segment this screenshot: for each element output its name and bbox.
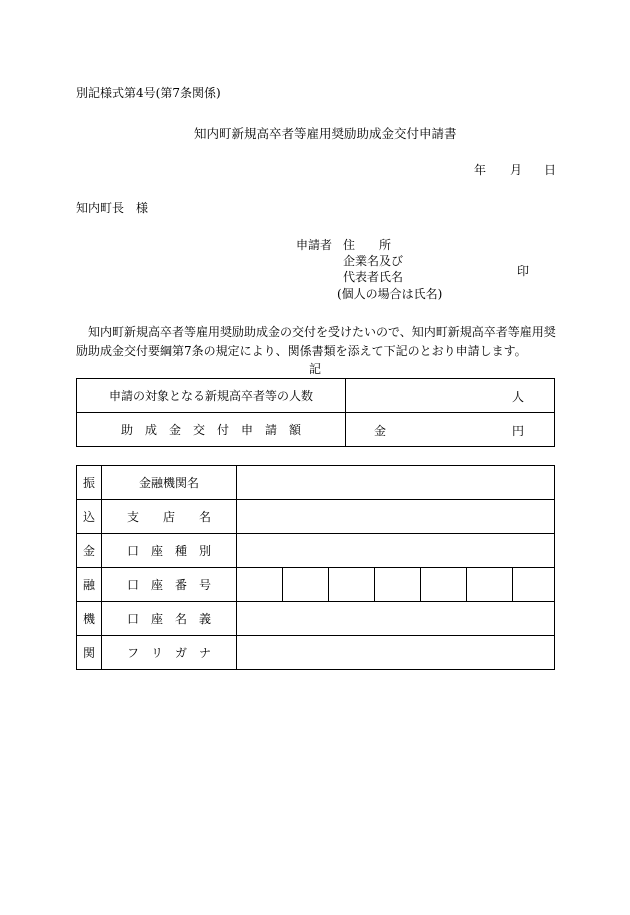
application-amount-label: 助 成 金 交 付 申 請 額 <box>77 413 346 447</box>
applicant-company-label: 企業名及び <box>343 254 404 268</box>
applicant-representative-label: 代表者氏名 <box>343 270 404 284</box>
account-number-digit-box[interactable] <box>329 568 375 602</box>
applicant-label: 申請者 <box>296 238 333 252</box>
account-number-digit-box[interactable] <box>467 568 513 602</box>
vertical-label-char: 融 <box>77 568 102 602</box>
branch-name-label: 支 店 名 <box>102 500 237 534</box>
date-year: 年 <box>474 163 487 177</box>
account-number-digit-box[interactable] <box>283 568 329 602</box>
furigana-label: フ リ ガ ナ <box>102 636 237 670</box>
seal-mark: 印 <box>517 264 530 278</box>
body-text-line1: 知内町新規高卒者等雇用奨励助成金の交付を受けたいので、知内町新規高卒者等雇用奨 <box>88 325 556 339</box>
account-holder-label: 口 座 名 義 <box>102 602 237 636</box>
applicant-count-field[interactable] <box>346 379 555 413</box>
account-number-digit-box[interactable] <box>237 568 283 602</box>
table-row <box>77 636 555 670</box>
table-row <box>77 602 555 636</box>
form-number: 別記様式第4号(第7条関係) <box>76 86 221 100</box>
account-number-digit-box[interactable] <box>421 568 467 602</box>
table-row <box>77 466 555 500</box>
application-amount-field[interactable] <box>346 413 555 447</box>
account-type-field[interactable] <box>237 534 555 568</box>
ki-heading: 記 <box>309 362 322 376</box>
date-day: 日 <box>544 163 557 177</box>
account-number-digit-box[interactable] <box>513 568 555 602</box>
applicant-count-label: 申請の対象となる新規高卒者等の人数 <box>77 379 346 413</box>
account-type-label: 口 座 種 別 <box>102 534 237 568</box>
applicant-individual-note: (個人の場合は氏名) <box>337 287 443 301</box>
amount-prefix: 金 <box>374 424 387 438</box>
account-number-label: 口 座 番 号 <box>102 568 237 602</box>
table-row <box>77 568 555 602</box>
unit-persons: 人 <box>511 390 524 404</box>
bank-transfer-table <box>76 465 555 670</box>
bank-name-field[interactable] <box>237 466 555 500</box>
vertical-label-char: 関 <box>77 636 102 670</box>
body-text-line2: 励助成金交付要綱第7条の規定により、関係書類を添えて下記のとおり申請します。 <box>76 344 527 358</box>
form-title: 知内町新規高卒者等雇用奨励助成金交付申請書 <box>194 126 457 141</box>
vertical-label-char: 振 <box>77 466 102 500</box>
addressee: 知内町長 様 <box>76 201 149 215</box>
table-row <box>77 379 555 413</box>
account-holder-field[interactable] <box>237 602 555 636</box>
applicant-address-label: 住 所 <box>343 238 392 252</box>
vertical-label-char: 機 <box>77 602 102 636</box>
table-row <box>77 413 555 447</box>
table-row <box>77 534 555 568</box>
bank-name-label: 金融機関名 <box>102 466 237 500</box>
unit-yen: 円 <box>511 424 524 438</box>
date-month: 月 <box>510 163 523 177</box>
table-row <box>77 500 555 534</box>
vertical-label-char: 金 <box>77 534 102 568</box>
furigana-field[interactable] <box>237 636 555 670</box>
application-summary-table <box>76 378 555 447</box>
account-number-digit-box[interactable] <box>375 568 421 602</box>
vertical-label-char: 込 <box>77 500 102 534</box>
branch-name-field[interactable] <box>237 500 555 534</box>
